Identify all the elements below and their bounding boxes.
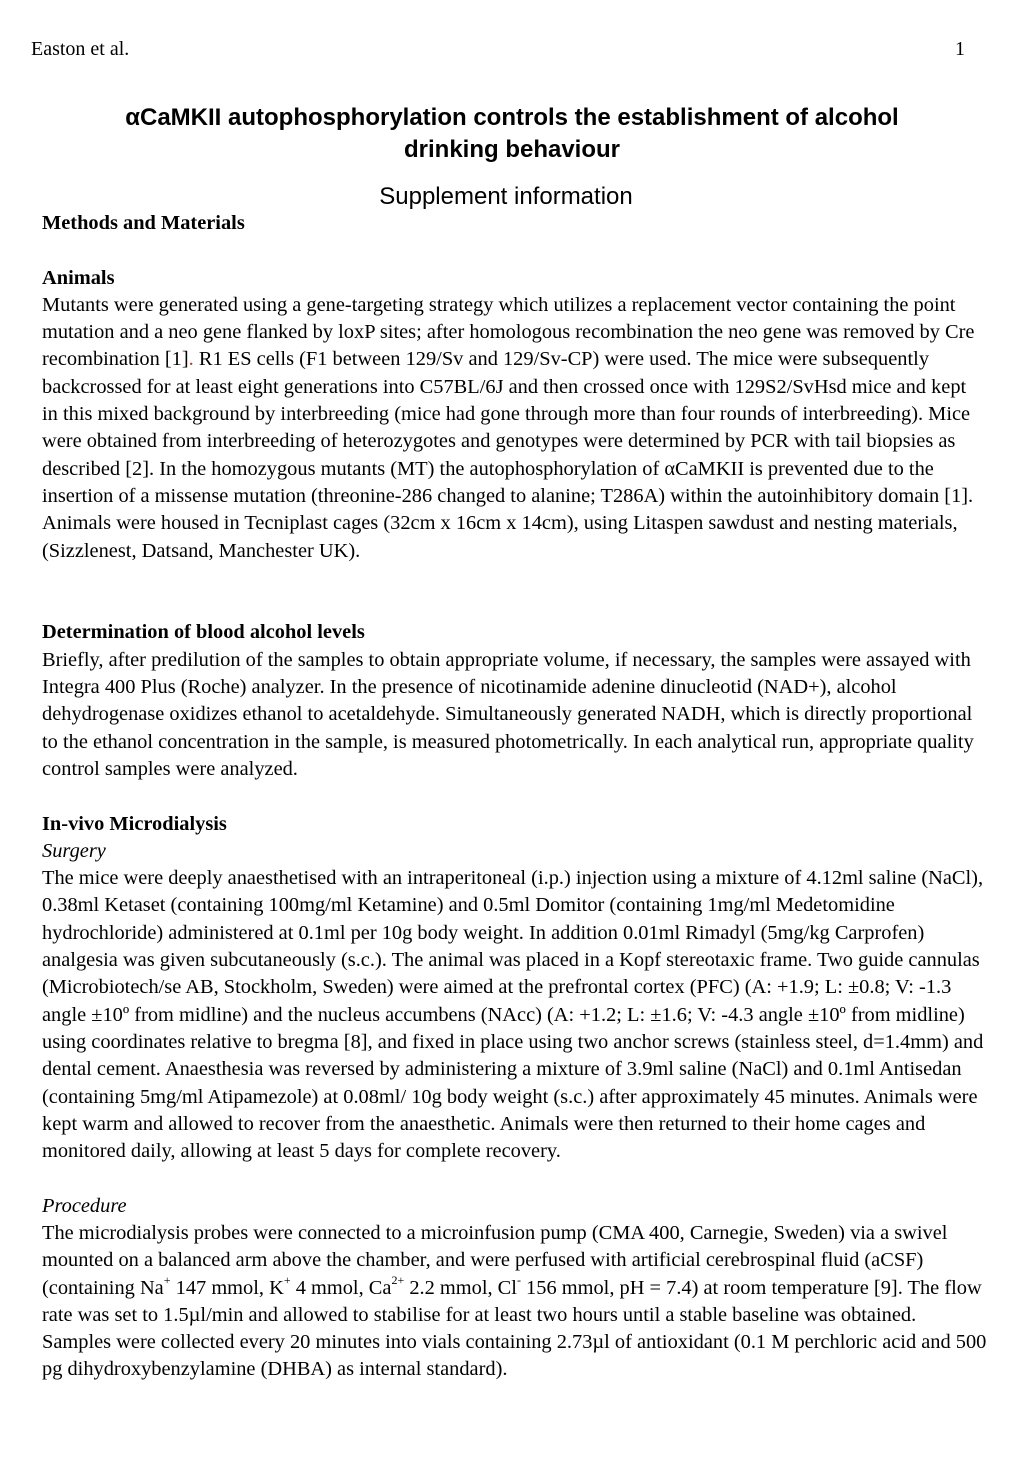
procedure-text-1: The microdialysis probes were connected to a microinfusion pump (CMA 400, Carnegie, Sweden) via a swivel mounted on a balanced arm above the chamber, and were perfused with artificial cerebrospinal fluid (aCSF) (containing Na (42, 1221, 948, 1299)
surgery-paragraph: The mice were deeply anaesthetised with an intraperitoneal (i.p.) injection using a mixture of 4.12ml saline (NaCl), 0.38ml Ketaset (containing 100mg/ml Ketamine) and 0.5ml Domitor (containing 1mg/ml Medetomidine hydrochloride) administered at 0.1ml per 10g body weight. In addition 0.01ml Rimadyl (5mg/kg Carprofen) analgesia was given subcutaneously (s.c.). The animal was placed in a Kopf stereotaxic frame. Two guide cannulas (Microbiotech/se AB, Stockholm, Sweden) were aimed at the prefrontal cortex (PFC) (A: +1.9; L: ±0.8; V: -1.3 angle ±10º from midline) and the nucleus accumbens (NAcc) (A: +1.2; L: ±1.6; V: -4.3 angle ±10º from midline) using coordinates relative to bregma [8], and fixed in place using two anchor screws (stainless steel, d=1.4mm) and dental cement. Anaesthesia was reversed by administering a mixture of 3.9ml saline (NaCl) and 0.1ml Antisedan (containing 5mg/ml Atipamezole) at 0.08ml/ 10g body weight (s.c.) after approximately 45 minutes. Animals were kept warm and allowed to recover from the anaesthetic. Animals were then returned to their home cages and monitored daily, allowing at least 5 days for complete recovery. (42, 867, 984, 1163)
chloride-charge: - (516, 1272, 521, 1287)
sodium-charge: + (163, 1272, 171, 1287)
procedure-text-5: 156 mmol, pH = 7.4) at room temperature [9]. The flow rate was set to 1.5µl/min and allowed to stabilise for at least two hours until a stable baseline was obtained. Samples were collected every 20 minutes into vials containing 2.73µl of antioxidant (0.1 M perchloric acid and 500 pg dihydroxybenzylamine (DHBA) as internal standard). (42, 1276, 987, 1381)
animals-dot: . (188, 348, 194, 371)
microdialysis-heading: In-vivo Microdialysis (42, 812, 227, 835)
paper-body (42, 210, 987, 1384)
surgery-heading: Surgery (42, 839, 106, 862)
title-line-1: αCaMKII autophosphorylation controls the establishment of alcohol (125, 104, 899, 131)
paper-subtitle: Supplement information (379, 183, 633, 210)
paper-title (0, 102, 1024, 166)
blood-heading: Determination of blood alcohol levels (42, 621, 365, 644)
calcium-charge: 2+ (391, 1272, 405, 1287)
procedure-text-3: 4 mmol, Ca (290, 1276, 392, 1299)
animals-text-a: Mutants were generated using a gene-targeting strategy which utilizes a replacement vector containing the point mutation and a neo gene flanked by loxP sites; after homologous recombination the neo gene was removed by Cre recombination [1] (42, 293, 975, 371)
page-number: 1 (955, 38, 965, 60)
blood-paragraph: Briefly, after predilution of the samples to obtain appropriate volume, if necessary, the samples were assayed with Integra 400 Plus (Roche) analyzer. In the presence of nicotinamide adenine dinucleotid (NAD+), alcohol dehydrogenase oxidizes ethanol to acetaldehyde. Simultaneously generated NADH, which is directly proportional to the ethanol concentration in the sample, is measured photometrically. In each analytical run, appropriate quality control samples were analyzed. (42, 648, 974, 780)
title-line-2: drinking behaviour (403, 136, 621, 163)
animals-text-b: R1 ES cells (F1 between 129/Sv and 129/Sv-CP) were used. The mice were subsequently backcrossed for at least eight generations into C57BL/6J and then crossed once with 129S2/SvHsd mice and kept in this mixed background by interbreeding (mice had gone through more than four rounds of interbreeding). Mice were obtained from interbreeding of heterozygotes and genotypes were determined by PCR with tail biopsies as described [2]. In the homozygous mutants (MT) the autophosphorylation of αCaMKII is prevented due to the insertion of a missense mutation (threonine-286 changed to alanine; T286A) within the autoinhibitory domain [1]. Animals were housed in Tecniplast cages (32cm x 16cm x 14cm), using Litaspen sawdust and nesting materials, (Sizzlenest, Datsand, Manchester UK). (42, 348, 974, 562)
procedure-text-4: 2.2 mmol, Cl (404, 1276, 517, 1299)
animals-heading: Animals (42, 266, 115, 289)
methods-heading: Methods and Materials (42, 212, 245, 234)
potassium-charge: + (283, 1272, 291, 1287)
procedure-text-2: 147 mmol, K (170, 1276, 284, 1299)
running-head: Easton et al. (31, 38, 130, 60)
procedure-paragraph (42, 1220, 987, 1384)
procedure-heading: Procedure (42, 1194, 127, 1217)
animals-paragraph (42, 292, 987, 565)
